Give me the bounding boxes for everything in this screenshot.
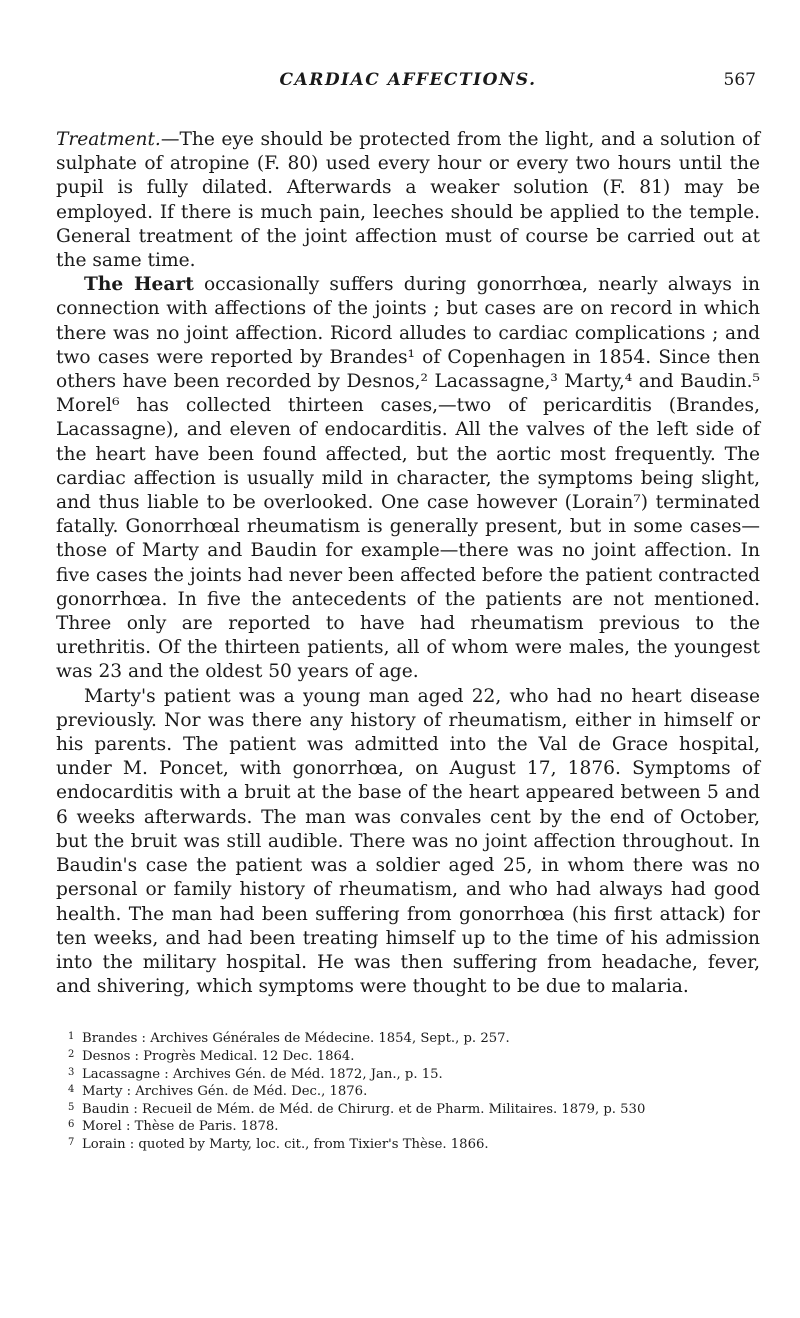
footnote-number: 4 [68, 1084, 75, 1096]
footnote [68, 1135, 760, 1153]
paragraph-text: Marty's patient was a young man aged 22, who had no heart disease previously. Nor was there any history of rheumatism, either in himself or his parents. The patient was admitted into the Val de Grace hospital, under M. Poncet, with gonorrhœa, on August 17, 1876. Symptoms of endocarditis with a bruit at the base of the heart appeared between 5 and 6 weeks afterwards. The man was convales cent by the end of October, but the bruit was still audible. There was no joint affection throughout. In Baudin's case the patient was a soldier aged 25, in whom there was no personal or family history of rheumatism, and who had always had good health. The man had been suffering from gonorrhœa (his first attack) for ten weeks, and had been treating himself up to the time of his admission into the military hospital. He was then suffering from headache, fever, and shivering, which symptoms were thought to be due to malaria. [56, 685, 760, 998]
footnote-text: Baudin : Recueil de Mém. de Méd. de Chirurg. et de Pharm. Militaires. 1879, p. 530 [82, 1101, 646, 1117]
body-text [56, 128, 760, 999]
footnote-text: Lacassagne : Archives Gén. de Méd. 1872, Jan., p. 15. [82, 1066, 443, 1082]
paragraph-marty-case [56, 685, 760, 1000]
footnote-text: Desnos : Progrès Medical. 12 Dec. 1864. [82, 1048, 355, 1064]
footnote [68, 1100, 760, 1118]
footnote-number: 6 [68, 1119, 75, 1131]
paragraph-lead-bold: The Heart [84, 274, 194, 296]
footnotes [56, 1029, 760, 1152]
footnote-number: 1 [68, 1031, 75, 1043]
page-number: 567 [723, 70, 756, 90]
footnote [68, 1029, 760, 1047]
footnote [68, 1082, 760, 1100]
footnote-text: Lorain : quoted by Marty, loc. cit., from Tixier's Thèse. 1866. [82, 1136, 489, 1152]
running-title: CARDIAC AFFECTIONS. [279, 70, 537, 90]
footnote-text: Morel : Thèse de Paris. 1878. [82, 1119, 279, 1135]
paragraph-heart [56, 273, 760, 684]
running-head [56, 70, 760, 100]
paragraph-treatment [56, 128, 760, 273]
paragraph-text: occasionally suffers during gonorrhœa, nearly always in connection with affections of the joints ; but cases are on record in which there was no joint affection. Ricord alludes to cardiac complications ; and two cases were reported by Brandes¹ of Copenhagen in 1854. Since then others have been recorded by Desnos,² Lacassagne,³ Marty,⁴ and Baudin.⁵ Morel⁶ has collected thirteen cases,—two of pericarditis (Brandes, Lacassagne), and eleven of endocarditis. All the valves of the left side of the heart have been found affected, but the aortic most frequently. The cardiac affection is usually mild in character, the symptoms being slight, and thus liable to be overlooked. One case however (Lorain⁷) terminated fatally. Gonorrhœal rheumatism is generally present, but in some cases—those of Marty and Baudin for example—there was no joint affection. In five cases the joints had never been affected before the patient contracted gonorrhœa. In five the antecedents of the patients are not mentioned. Three only are reported to have had rheumatism previous to the urethritis. Of the thirteen patients, all of whom were males, the youngest was 23 and the oldest 50 years of age. [56, 274, 760, 683]
book-page [0, 70, 800, 1318]
footnote-text: Marty : Archives Gén. de Méd. Dec., 1876. [82, 1084, 368, 1100]
footnote-number: 3 [68, 1066, 75, 1078]
footnote-number: 2 [68, 1048, 75, 1060]
footnote-number: 7 [68, 1136, 75, 1148]
footnote [68, 1117, 760, 1135]
footnote [68, 1047, 760, 1065]
footnote [68, 1065, 760, 1083]
paragraph-lead-italic: Treatment. [56, 129, 161, 150]
footnote-text: Brandes : Archives Générales de Médecine. 1854, Sept., p. 257. [82, 1031, 510, 1047]
footnote-number: 5 [68, 1101, 75, 1113]
paragraph-text: —The eye should be protected from the light, and a solution of sulphate of atropine (F. 80) used every hour or every two hours until the pupil is fully dilated. Afterwards a weaker solution (F. 81) may be employed. If there is much pain, leeches should be applied to the temple. General treatment of the joint affection must of course be carried out at the same time. [56, 129, 760, 272]
